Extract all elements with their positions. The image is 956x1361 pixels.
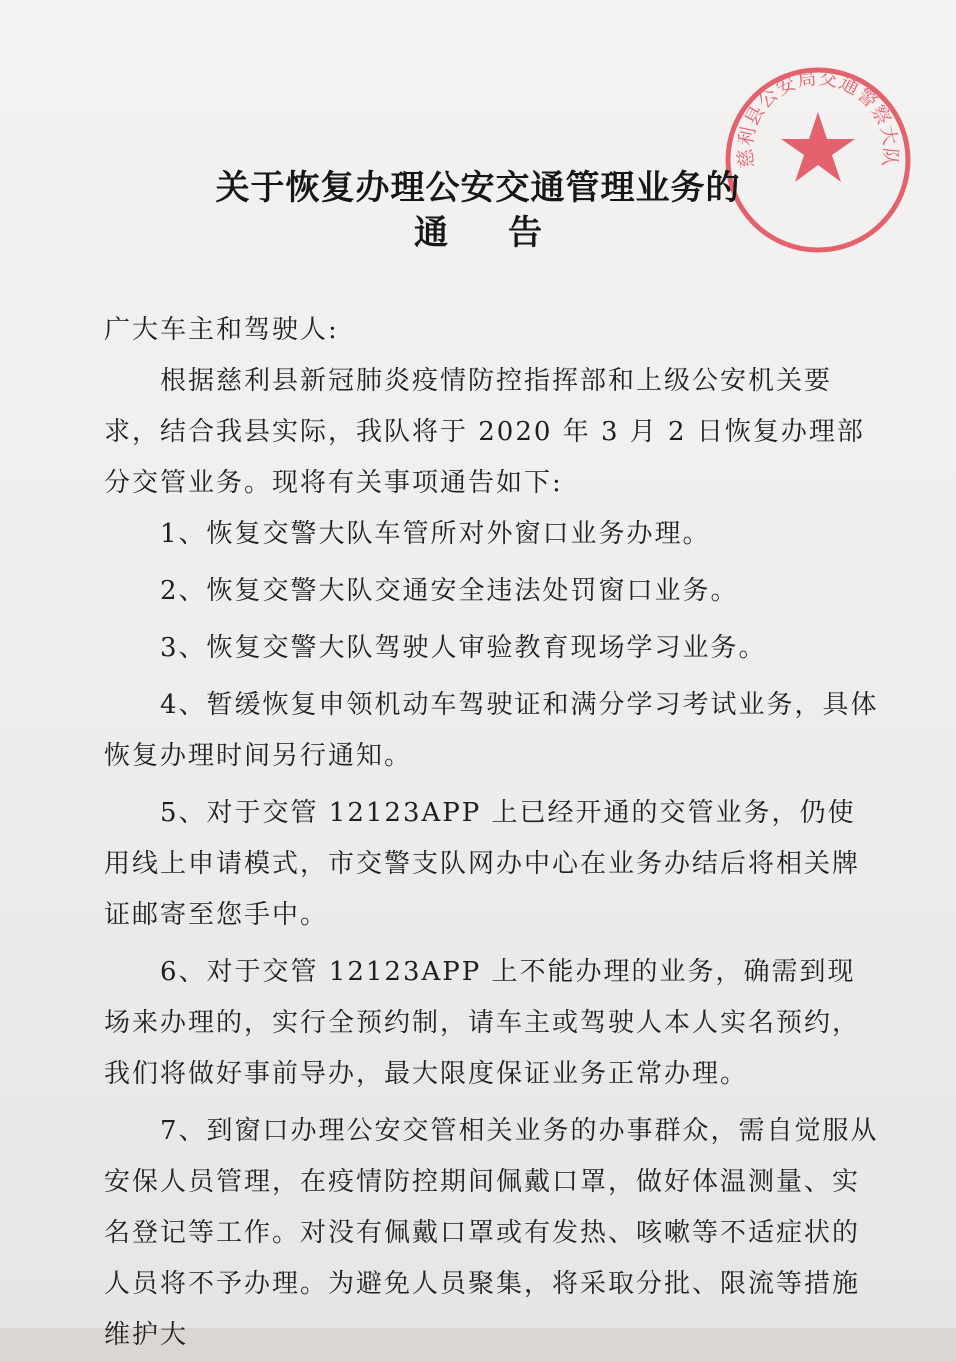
notice-title: 关于恢复办理公安交通管理业务的	[215, 168, 741, 208]
intro-paragraph: 根据慈利县新冠肺炎疫情防控指挥部和上级公安机关要求，结合我县实际，我队将于 2020 年 3 月 2 日恢复办理部分交管业务。现将有关事项通告如下:	[104, 366, 865, 498]
salutation: 广大车主和驾驶人:	[104, 315, 339, 345]
list-item: 4、暂缓恢复申领机动车驾驶证和满分学习考试业务，具体恢复办理时间另行通知。	[104, 690, 879, 771]
svg-text:慈利县公安局交通警察大队: 慈利县公安局交通警察大队	[734, 66, 902, 169]
list-item: 6、对于交管 12123APP 上不能办理的业务，确需到现场来办理的，实行全预约制，请车主或驾驶人本人实名预约，我们将做好事前导办，最大限度保证业务正常办理。	[104, 957, 861, 1089]
list-item: 1、恢复交警大队车管所对外窗口业务办理。	[160, 519, 711, 549]
list-item: 2、恢复交警大队交通安全违法处罚窗口业务。	[160, 576, 739, 606]
list-item: 3、恢复交警大队驾驶人审验教育现场学习业务。	[160, 633, 767, 663]
list-item: 5、对于交管 12123APP 上已经开通的交管业务，仍使用线上申请模式，市交警支队网办中心在业务办结后将相关牌证邮寄至您手中。	[104, 798, 861, 930]
notice-subtitle: 通告	[414, 213, 602, 253]
notice-body	[104, 305, 882, 1361]
list-item: 7、到窗口办理公安交管相关业务的办事群众，需自觉服从安保人员管理，在疫情防控期间佩戴口罩，做好体温测量、实名登记等工作。对没有佩戴口罩或有发热、咳嗽等不适症状的人员将不予办理。为避免人员聚集，将采取分批、限流等措施维护大	[104, 1116, 879, 1350]
